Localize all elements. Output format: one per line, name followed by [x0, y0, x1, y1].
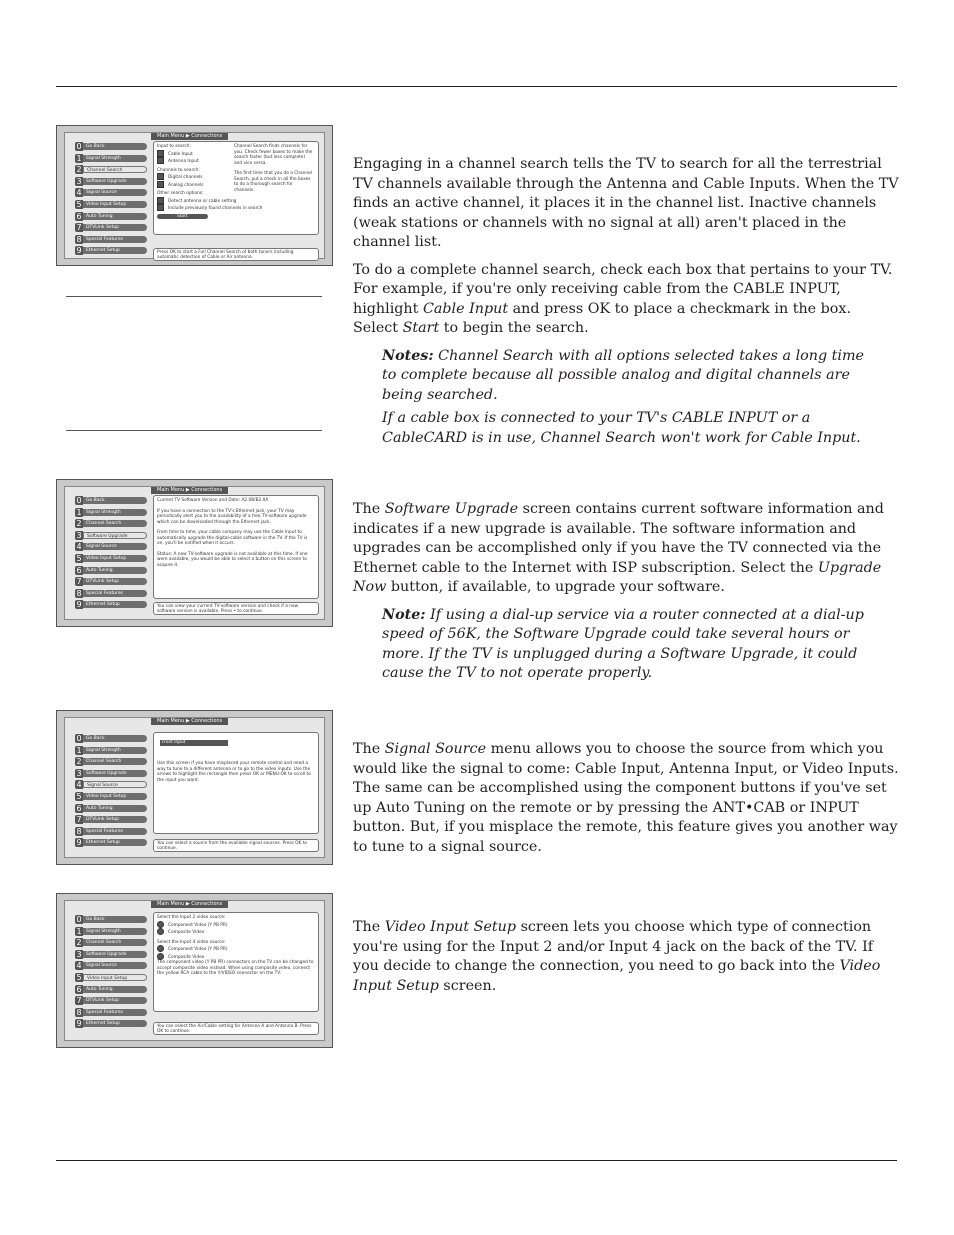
connections-menu — [75, 734, 147, 850]
checkbox-icon — [157, 173, 164, 180]
menu-item-label: Signal Strength — [83, 509, 147, 516]
menu-item-label: Video Input Setup — [83, 974, 147, 981]
menu-item-label: Channel Search — [83, 520, 147, 527]
menu-item-dtvlink-setup[interactable] — [75, 996, 147, 1005]
breadcrumb: Main Menu ▶ Connections — [151, 133, 228, 140]
menu-item-number: 4 — [76, 961, 82, 971]
menu-item-number: 6 — [76, 211, 82, 221]
connections-menu — [75, 915, 147, 1031]
menu-item-special-features[interactable] — [75, 589, 147, 598]
menu-item-label: Signal Source — [83, 543, 147, 550]
software-upgrade-screenshot — [56, 479, 333, 627]
paragraph: The Signal Source menu allows you to choose the source from which you would like the signal to come: Cable Input, Antenna Input, or Video Inputs. The same can be accomplished using the component buttons if you've set up Auto Tuning on the remote or by pressing the ANT•CAB or INPUT button. But, if you misplace the remote, this feature gives you another way to tune to a signal source. — [353, 741, 899, 855]
menu-item-number: 2 — [76, 165, 82, 175]
menu-item-number: 9 — [76, 838, 82, 848]
menu-item-number: 1 — [76, 507, 82, 517]
menu-item-channel-search[interactable] — [75, 757, 147, 766]
menu-item-label: Software Upgrade — [83, 770, 147, 777]
checkbox-analog-channels[interactable]: Analog channels — [157, 181, 233, 189]
menu-item-dtvlink-setup[interactable] — [75, 815, 147, 824]
menu-item-software-upgrade[interactable] — [75, 177, 147, 186]
menu-item-label: Signal Strength — [83, 747, 147, 754]
checkbox-icon — [157, 157, 164, 164]
menu-item-number: 3 — [76, 768, 82, 778]
menu-item-number: 6 — [76, 803, 82, 813]
menu-item-number: 5 — [76, 199, 82, 209]
signal-source-panel — [153, 732, 319, 834]
source-field[interactable]: Front Input — [160, 740, 228, 746]
radio-icon — [157, 945, 164, 952]
connections-menu — [75, 142, 147, 258]
menu-item-signal-strength[interactable] — [75, 154, 147, 163]
menu-item-label: Video Input Setup — [83, 793, 147, 800]
menu-item-signal-source[interactable] — [75, 188, 147, 197]
tv-screen — [64, 486, 325, 620]
breadcrumb: Main Menu ▶ Connections — [151, 718, 228, 725]
menu-item-label: Signal Source — [83, 189, 147, 196]
note: Note: If using a dial-up service via a router connected at a dial-up speed of 56K, the Software Upgrade could take several hours or more. If the TV is unplugged during a Software Upgrade, it could cause the TV to not operate properly. — [382, 606, 864, 681]
menu-item-special-features[interactable] — [75, 827, 147, 836]
menu-item-label: Go Back — [83, 497, 147, 504]
paragraph: The Software Upgrade screen contains current software information and indicates if a new upgrade is available. The software information and upgrades can be accomplished only if you have the TV connected via the Ethernet cable to the Internet with ISP subscription. Select the Upgrade Now button, if available, to upgrade your software. — [353, 501, 884, 595]
radio-input4-composite[interactable]: Composite Video — [157, 953, 315, 961]
menu-item-number: 7 — [76, 223, 82, 233]
info-text: Use this screen if you have misplaced your remote control and need a way to tune to a different antenna or to go to the video inputs. Use the arrows to highlight the rectangle then press OK or MENU-OK to scroll to the input you want. — [157, 761, 311, 783]
radio-input2-component[interactable]: Component Video (Y PB PR) — [157, 921, 315, 929]
checkbox-digital-channels[interactable]: Digital channels — [157, 173, 233, 181]
menu-item-label: Auto Tuning — [83, 213, 147, 220]
menu-item-number: 7 — [76, 577, 82, 587]
message-box: You can select the Air/Cable setting for Antenna A and Antenna B. Press OK to continue. — [153, 1022, 319, 1035]
menu-item-number: 0 — [76, 734, 82, 743]
menu-item-label: Channel Search — [83, 758, 147, 765]
menu-item-video-input-setup[interactable] — [75, 200, 147, 209]
channel-search-text — [353, 155, 899, 456]
menu-item-channel-search[interactable] — [75, 519, 147, 528]
paragraph: To do a complete channel search, check each box that pertains to your TV. For example, if you're only receiving cable from the CABLE INPUT, highlight Cable Input and press OK to place a checkmark in the box. Select Start to begin the search. — [353, 261, 893, 336]
radio-input4-component[interactable]: Component Video (Y PB PR) — [157, 945, 315, 953]
menu-item-ethernet-setup[interactable] — [75, 246, 147, 255]
signal-source-screenshot — [56, 710, 333, 865]
video-input-panel — [153, 912, 319, 1012]
info-text: The component video (Y PB PR) connectors on the TV can be changed to accept composite video instead. When using composite video, connect the yellow RCA cable to the Y/VIDEO connector on the TV. — [157, 960, 314, 976]
menu-item-video-input-setup[interactable] — [75, 554, 147, 563]
bottom-rule — [56, 1160, 897, 1161]
menu-item-go-back[interactable] — [75, 142, 147, 151]
menu-item-software-upgrade[interactable] — [75, 769, 147, 778]
menu-item-signal-strength[interactable] — [75, 746, 147, 755]
menu-item-number: 6 — [76, 984, 82, 994]
menu-item-ethernet-setup[interactable] — [75, 1019, 147, 1028]
input4-heading: Select the Input 4 video source: — [157, 939, 226, 945]
menu-item-auto-tuning[interactable] — [75, 985, 147, 994]
checkbox-antenna-input[interactable]: Antenna Input — [157, 157, 233, 165]
menu-item-label: Signal Strength — [83, 928, 147, 935]
checkbox-icon — [157, 150, 164, 157]
menu-item-label: Auto Tuning — [83, 986, 147, 993]
checkbox-include-previous[interactable]: Include previously found channels in search — [157, 204, 233, 212]
note: Notes: Channel Search with all options selected takes a long time to complete because all possible analog and digital channels are being searched. — [382, 347, 865, 403]
software-upgrade-text — [353, 500, 899, 692]
top-rule — [56, 86, 897, 87]
info-text: If you have a connection to the TV's Ethernet jack, your TV may periodically alert you to the availability of a free TV-software upgrade which can be downloaded through the Ethernet jack. — [157, 508, 307, 525]
menu-item-label: Software Upgrade — [83, 951, 147, 958]
menu-item-label: Ethernet Setup — [83, 1020, 147, 1027]
menu-item-label: Special Features — [83, 236, 147, 243]
menu-item-signal-source[interactable] — [75, 961, 147, 970]
menu-item-dtvlink-setup[interactable] — [75, 577, 147, 586]
menu-item-signal-source[interactable] — [75, 542, 147, 551]
menu-item-special-features[interactable] — [75, 235, 147, 244]
menu-item-number: 9 — [76, 246, 82, 256]
menu-item-label: Go Back — [83, 916, 147, 923]
menu-item-label: Ethernet Setup — [83, 247, 147, 254]
menu-item-special-features[interactable] — [75, 1008, 147, 1017]
tv-screen — [64, 900, 325, 1041]
connections-menu — [75, 496, 147, 612]
message-box: Press OK to start a Full Channel Search of both tuners including automatic detection of Cable or Air antenna. — [153, 248, 319, 261]
start-button[interactable]: Start — [157, 214, 208, 220]
menu-item-auto-tuning[interactable] — [75, 212, 147, 221]
menu-item-software-upgrade[interactable] — [75, 950, 147, 959]
paragraph: Engaging in a channel search tells the TV to search for all the terrestrial TV channels available through the Antenna and Cable Inputs. When the TV finds an active channel, it places it in the channel list. Inactive channels (weak stations or channels with no signal at all) aren't placed in the channel list. — [353, 156, 899, 250]
menu-item-channel-search[interactable] — [75, 165, 147, 174]
menu-item-label: Video Input Setup — [83, 555, 147, 562]
menu-item-number: 5 — [76, 972, 82, 982]
menu-item-software-upgrade[interactable] — [75, 531, 147, 540]
radio-icon — [157, 953, 164, 960]
menu-item-number: 5 — [76, 553, 82, 563]
menu-item-label: Ethernet Setup — [83, 601, 147, 608]
radio-icon — [157, 928, 164, 935]
info-text: From time to time, your cable company may use the Cable Input to automatically upgrade the digital-cable software in the TV. If the TV is on, you'll be notified when it occurs. — [157, 530, 308, 546]
message-box: You can view your current TV-software version and check if a new software version is available. Press • to continue. — [153, 602, 319, 615]
checkbox-detect-antenna[interactable]: Detect antenna or cable setting — [157, 197, 233, 205]
help-text-2: The first time that you do a Channel Search, put a check in all the boxes to do a thorough search for channels. — [234, 171, 312, 193]
menu-item-go-back[interactable] — [75, 496, 147, 505]
menu-item-number: 9 — [76, 1019, 82, 1029]
menu-item-label: DTVLink Setup — [83, 578, 147, 585]
menu-item-number: 8 — [76, 826, 82, 836]
channel-search-screenshot — [56, 125, 333, 266]
menu-item-label: DTVLink Setup — [83, 997, 147, 1004]
menu-item-number: 4 — [76, 188, 82, 198]
menu-item-number: 8 — [76, 588, 82, 598]
sidebar-rule-top — [66, 296, 322, 297]
breadcrumb: Main Menu ▶ Connections — [151, 901, 228, 908]
menu-item-channel-search[interactable] — [75, 938, 147, 947]
menu-item-number: 1 — [76, 153, 82, 163]
checkbox-icon — [157, 204, 164, 211]
paragraph: The Video Input Setup screen lets you choose which type of connection you're using for the Input 2 and/or Input 4 jack on the back of the TV. If you decide to change the connection, you need to go back into the Video Input Setup screen. — [353, 919, 881, 994]
menu-item-number: 0 — [76, 915, 82, 924]
sidebar-rule-bottom — [66, 430, 322, 431]
menu-item-number: 2 — [76, 938, 82, 948]
channels-heading: Channels to search: — [157, 167, 200, 173]
menu-item-number: 2 — [76, 519, 82, 529]
menu-item-video-input-setup[interactable] — [75, 973, 147, 982]
menu-item-number: 9 — [76, 600, 82, 610]
menu-item-number: 0 — [76, 496, 82, 505]
other-heading: Other search options: — [157, 191, 204, 196]
video-input-setup-screenshot — [56, 893, 333, 1048]
breadcrumb: Main Menu ▶ Connections — [151, 487, 228, 494]
menu-item-label: Go Back — [83, 735, 147, 742]
menu-item-number: 6 — [76, 565, 82, 575]
checkbox-cable-input[interactable]: Cable Input — [157, 150, 233, 158]
menu-item-label: Channel Search — [83, 939, 147, 946]
help-text-1: Channel Search finds channels for you. Check fewer boxes to make the search faster (but less complete) and vice versa. — [234, 144, 313, 166]
menu-item-signal-source[interactable] — [75, 780, 147, 789]
menu-item-signal-strength[interactable] — [75, 927, 147, 936]
menu-item-ethernet-setup[interactable] — [75, 838, 147, 847]
menu-item-label: DTVLink Setup — [83, 224, 147, 231]
tv-screen — [64, 717, 325, 858]
menu-item-dtvlink-setup[interactable] — [75, 223, 147, 232]
note: If a cable box is connected to your TV's CABLE INPUT or a CableCARD is in use, Channel Search won't work for Cable Input. — [382, 410, 861, 446]
checkbox-icon — [157, 181, 164, 188]
radio-input2-composite[interactable]: Composite Video — [157, 928, 315, 936]
software-upgrade-panel — [153, 495, 319, 599]
menu-item-label: Video Input Setup — [83, 201, 147, 208]
signal-source-text — [353, 740, 899, 865]
menu-item-label: Go Back — [83, 143, 147, 150]
input-heading: Input to search: — [157, 144, 191, 149]
menu-item-go-back[interactable] — [75, 734, 147, 743]
radio-icon — [157, 921, 164, 928]
menu-item-label: Special Features — [83, 828, 147, 835]
menu-item-number: 1 — [76, 926, 82, 936]
menu-item-label: Auto Tuning — [83, 805, 147, 812]
menu-item-number: 3 — [76, 530, 82, 540]
menu-item-video-input-setup[interactable] — [75, 792, 147, 801]
status-text: Status: A new TV-software upgrade is not available at this time. If one were available, you would be able to select a button on this screen to acquire it. — [157, 551, 308, 568]
menu-item-label: Special Features — [83, 590, 147, 597]
menu-item-ethernet-setup[interactable] — [75, 600, 147, 609]
menu-item-label: Channel Search — [83, 166, 147, 173]
video-input-text — [353, 918, 899, 1004]
menu-item-label: Special Features — [83, 1009, 147, 1016]
menu-item-number: 7 — [76, 996, 82, 1006]
menu-item-go-back[interactable] — [75, 915, 147, 924]
menu-item-auto-tuning[interactable] — [75, 804, 147, 813]
menu-item-number: 4 — [76, 542, 82, 552]
menu-item-number: 4 — [76, 780, 82, 790]
menu-item-label: DTVLink Setup — [83, 816, 147, 823]
menu-item-signal-strength[interactable] — [75, 508, 147, 517]
menu-item-label: Ethernet Setup — [83, 839, 147, 846]
checkbox-icon — [157, 197, 164, 204]
input2-heading: Select the Input 2 video source: — [157, 915, 226, 920]
menu-item-label: Auto Tuning — [83, 567, 147, 574]
menu-item-number: 3 — [76, 176, 82, 186]
menu-item-number: 8 — [76, 234, 82, 244]
menu-item-auto-tuning[interactable] — [75, 566, 147, 575]
channel-search-panel — [153, 141, 319, 235]
version-line: Current TV Software Version and Date: A2.0B/B2.0A — [157, 498, 269, 503]
menu-item-label: Software Upgrade — [83, 532, 147, 539]
menu-item-number: 2 — [76, 757, 82, 767]
menu-item-number: 0 — [76, 142, 82, 151]
menu-item-number: 8 — [76, 1007, 82, 1017]
tv-screen — [64, 132, 325, 259]
menu-item-label: Signal Strength — [83, 155, 147, 162]
menu-item-label: Signal Source — [83, 781, 147, 788]
menu-item-number: 7 — [76, 815, 82, 825]
menu-item-number: 5 — [76, 791, 82, 801]
menu-item-label: Signal Source — [83, 962, 147, 969]
message-box: You can select a source from the available signal sources. Press OK to continue. — [153, 839, 319, 852]
menu-item-number: 1 — [76, 745, 82, 755]
menu-item-number: 3 — [76, 949, 82, 959]
menu-item-label: Software Upgrade — [83, 178, 147, 185]
